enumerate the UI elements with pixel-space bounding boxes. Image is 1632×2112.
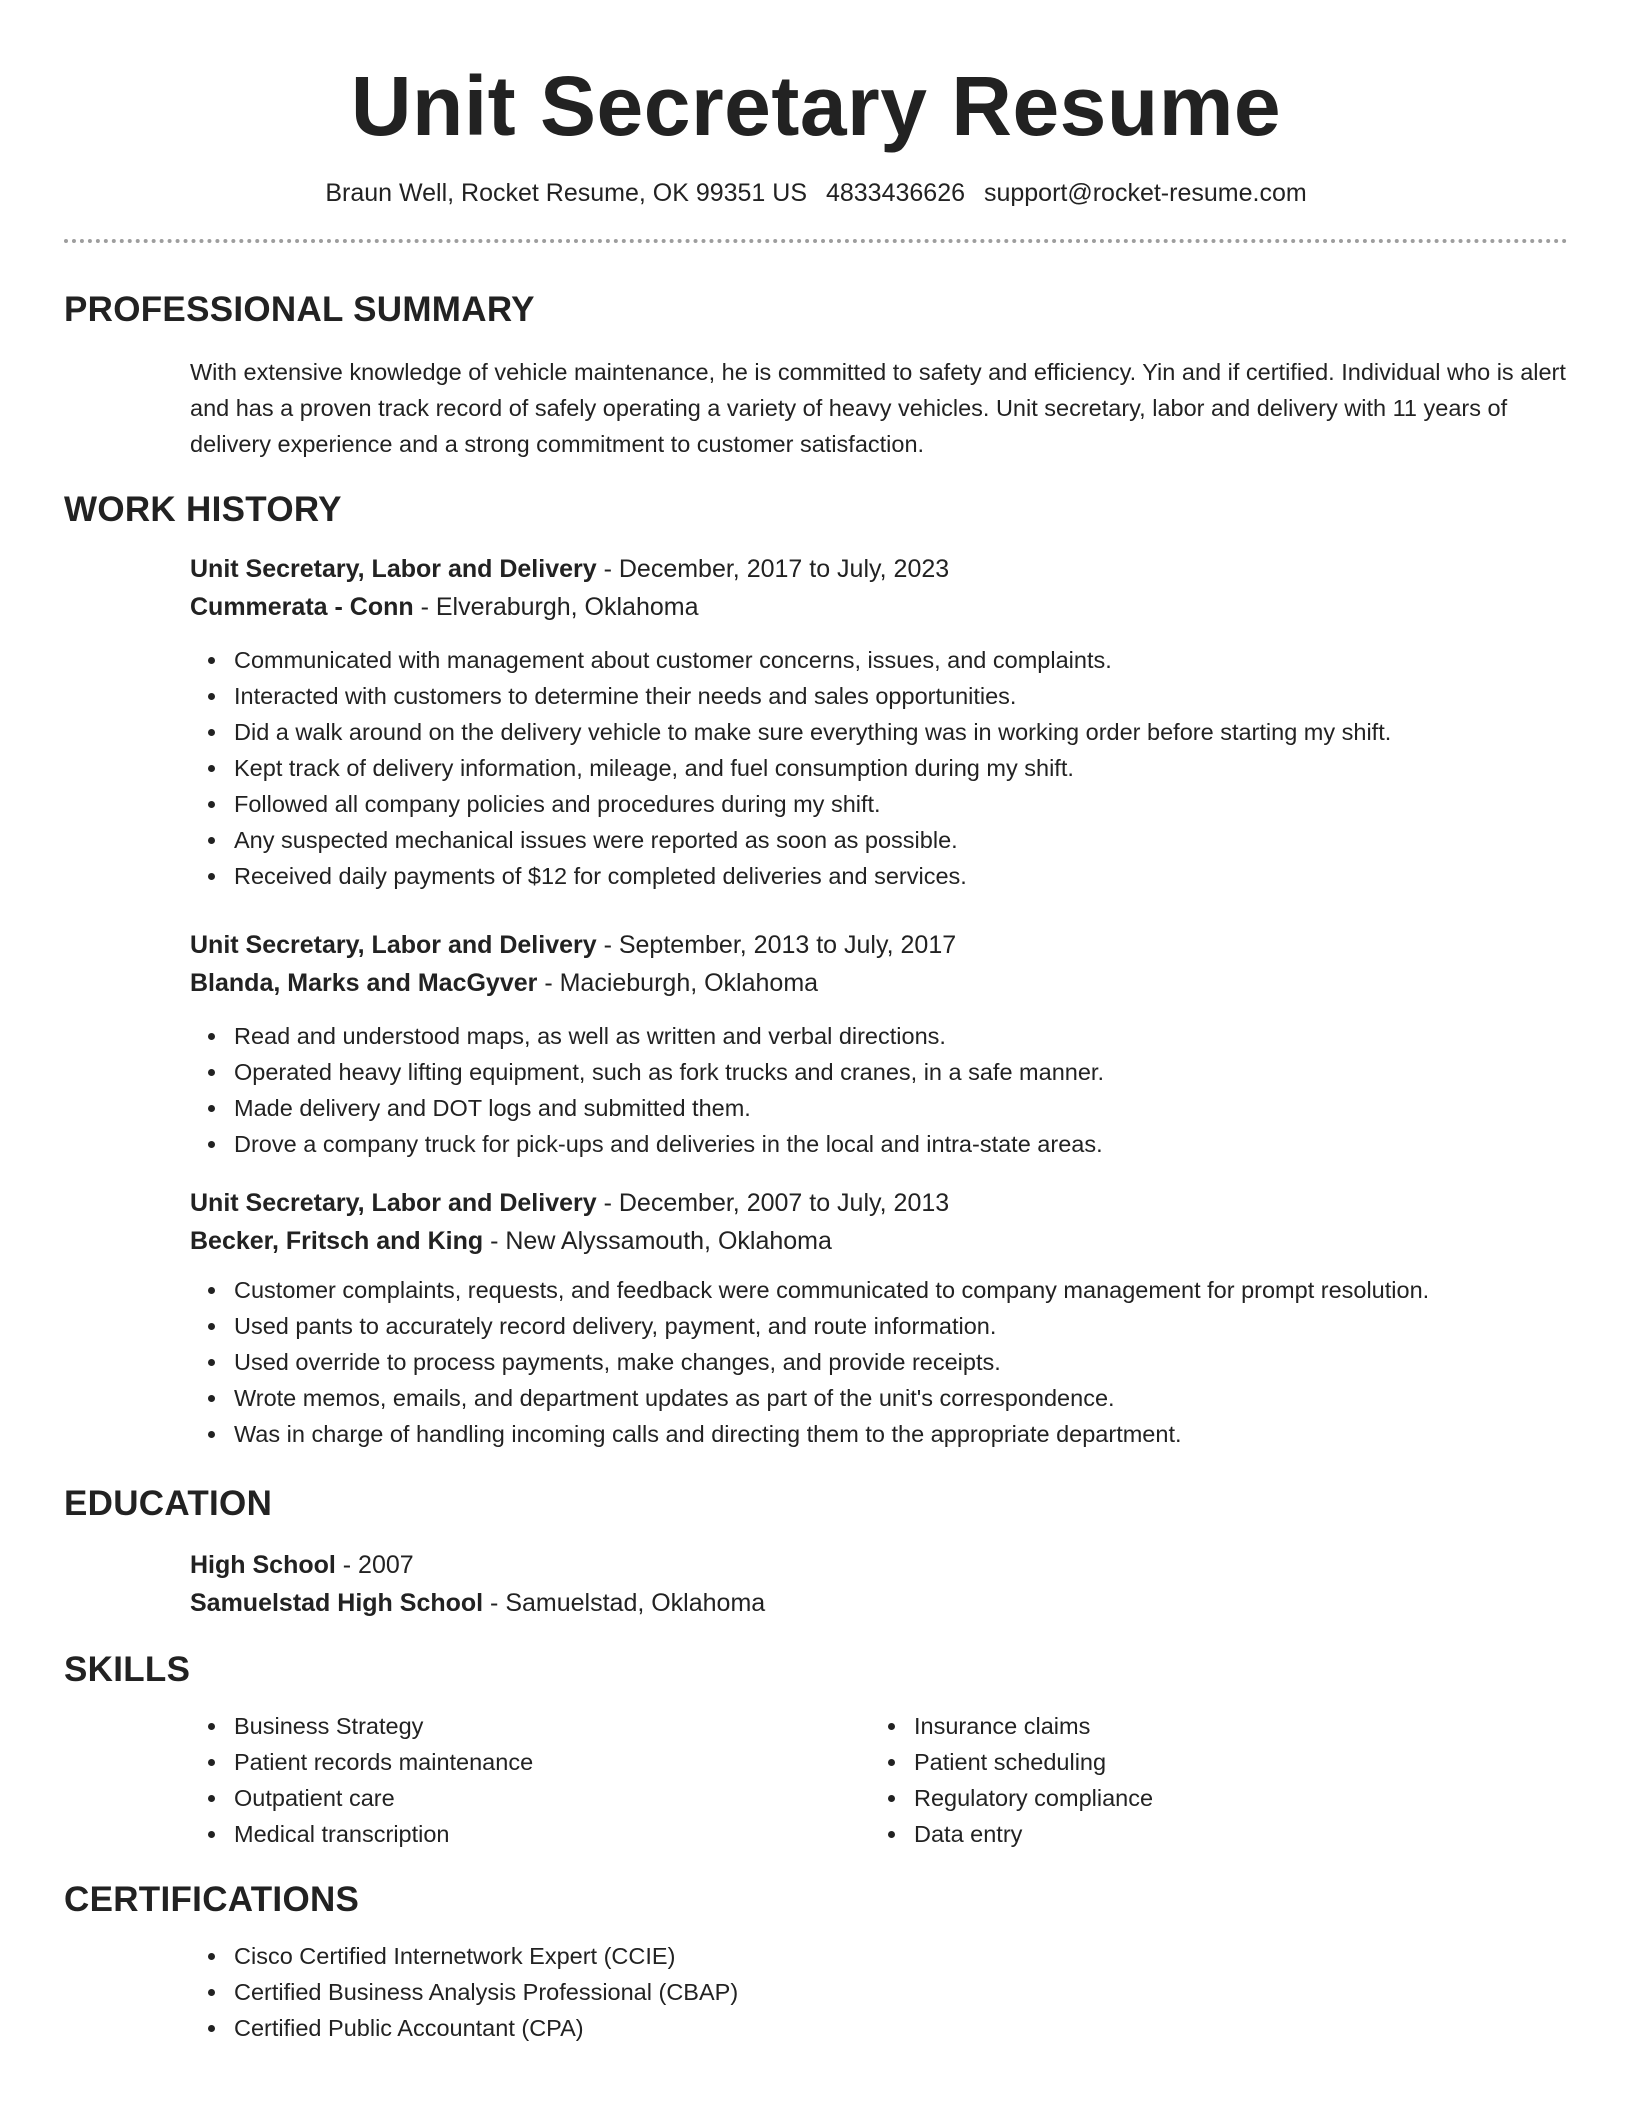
- header-divider: [64, 239, 1568, 243]
- list-item: Regulatory compliance: [914, 1780, 1550, 1816]
- job-location: - New Alyssamouth, Oklahoma: [483, 1227, 832, 1255]
- education-location: - Samuelstad, Oklahoma: [483, 1589, 766, 1617]
- certifications-entry: [190, 1938, 1568, 2046]
- contact-address: Braun Well, Rocket Resume, OK 99351 US: [325, 179, 808, 207]
- list-item: Kept track of delivery information, mileage, and fuel consumption during my shift.: [234, 750, 1568, 786]
- list-item: Was in charge of handling incoming calls and directing them to the appropriate department.: [234, 1416, 1568, 1452]
- education-entry: [190, 1546, 1568, 1622]
- job-location: - Macieburgh, Oklahoma: [537, 969, 819, 997]
- education-school: Samuelstad High School: [190, 1589, 484, 1617]
- job-company-line: [190, 1222, 1568, 1260]
- contact-line: [64, 177, 1568, 209]
- job-bullets: [190, 1018, 1568, 1162]
- list-item: Any suspected mechanical issues were reported as soon as possible.: [234, 822, 1568, 858]
- list-item: Interacted with customers to determine their needs and sales opportunities.: [234, 678, 1568, 714]
- certifications-list: [190, 1938, 1568, 2046]
- contact-phone: 4833436626: [825, 179, 966, 207]
- job-location: - Elveraburgh, Oklahoma: [413, 593, 699, 621]
- skills-column-left: [190, 1708, 870, 1852]
- list-item: Used override to process payments, make changes, and provide receipts.: [234, 1344, 1568, 1380]
- education-degree: High School: [190, 1551, 336, 1579]
- contact-email: support@rocket-resume.com: [983, 179, 1307, 207]
- list-item: Certified Public Accountant (CPA): [234, 2010, 1568, 2046]
- list-item: Business Strategy: [234, 1708, 870, 1744]
- job-title: Unit Secretary, Labor and Delivery: [190, 555, 597, 583]
- job-title-line: [190, 1184, 1568, 1222]
- list-item: Insurance claims: [914, 1708, 1550, 1744]
- skills-list-right: [870, 1708, 1550, 1852]
- skills-list-left: [190, 1708, 870, 1852]
- education-year: - 2007: [335, 1551, 414, 1579]
- list-item: Did a walk around on the delivery vehicle to make sure everything was in working order before starting my shift.: [234, 714, 1568, 750]
- education-degree-line: [190, 1546, 1568, 1584]
- skills-grid: [190, 1708, 1568, 1852]
- job-entry-3: [190, 1184, 1568, 1452]
- list-item: Medical transcription: [234, 1816, 870, 1852]
- list-item: Made delivery and DOT logs and submitted them.: [234, 1090, 1568, 1126]
- summary-text: With extensive knowledge of vehicle maintenance, he is committed to safety and efficiency. Yin and if certified. Individual who is alert and has a proven track record of safely operating a variety of heavy vehicles. Unit secretary, labor and delivery with 11 years of delivery experience and a strong commitment to customer satisfaction.: [190, 359, 1566, 457]
- list-item: Followed all company policies and procedures during my shift.: [234, 786, 1568, 822]
- job-dates: - December, 2007 to July, 2013: [596, 1189, 950, 1217]
- list-item: Cisco Certified Internetwork Expert (CCIE): [234, 1938, 1568, 1974]
- job-company: Cummerata - Conn: [190, 593, 414, 621]
- list-item: Read and understood maps, as well as written and verbal directions.: [234, 1018, 1568, 1054]
- job-title-line: [190, 550, 1568, 588]
- job-company: Blanda, Marks and MacGyver: [190, 969, 538, 997]
- job-bullets: [190, 642, 1568, 894]
- section-title-skills: SKILLS: [64, 1650, 191, 1689]
- job-dates: - December, 2017 to July, 2023: [596, 555, 950, 583]
- list-item: Used pants to accurately record delivery, payment, and route information.: [234, 1308, 1568, 1344]
- list-item: Customer complaints, requests, and feedback were communicated to company management for prompt resolution.: [234, 1272, 1568, 1308]
- job-company-line: [190, 588, 1568, 626]
- list-item: Patient records maintenance: [234, 1744, 870, 1780]
- list-item: Data entry: [914, 1816, 1550, 1852]
- list-item: Drove a company truck for pick-ups and deliveries in the local and intra-state areas.: [234, 1126, 1568, 1162]
- resume-page: [64, 0, 1568, 2046]
- skills-column-right: [870, 1708, 1550, 1852]
- section-title-education: EDUCATION: [64, 1484, 273, 1523]
- section-title-summary: PROFESSIONAL SUMMARY: [64, 290, 535, 329]
- list-item: Outpatient care: [234, 1780, 870, 1816]
- job-company-line: [190, 964, 1568, 1002]
- job-bullets: [190, 1272, 1568, 1452]
- list-item: Patient scheduling: [914, 1744, 1550, 1780]
- job-company: Becker, Fritsch and King: [190, 1227, 484, 1255]
- list-item: Received daily payments of $12 for completed deliveries and services.: [234, 858, 1568, 894]
- education-school-line: [190, 1584, 1568, 1622]
- list-item: Certified Business Analysis Professional (CBAP): [234, 1974, 1568, 2010]
- page-title: Unit Secretary Resume: [350, 59, 1282, 153]
- job-title: Unit Secretary, Labor and Delivery: [190, 1189, 597, 1217]
- section-title-certifications: CERTIFICATIONS: [64, 1880, 360, 1919]
- job-entry-2: [190, 926, 1568, 1162]
- job-title-line: [190, 926, 1568, 964]
- section-title-work-history: WORK HISTORY: [64, 490, 342, 529]
- job-title: Unit Secretary, Labor and Delivery: [190, 931, 597, 959]
- list-item: Wrote memos, emails, and department updates as part of the unit's correspondence.: [234, 1380, 1568, 1416]
- list-item: Operated heavy lifting equipment, such as fork trucks and cranes, in a safe manner.: [234, 1054, 1568, 1090]
- job-entry-1: [190, 550, 1568, 894]
- list-item: Communicated with management about customer concerns, issues, and complaints.: [234, 642, 1568, 678]
- job-dates: - September, 2013 to July, 2017: [596, 931, 957, 959]
